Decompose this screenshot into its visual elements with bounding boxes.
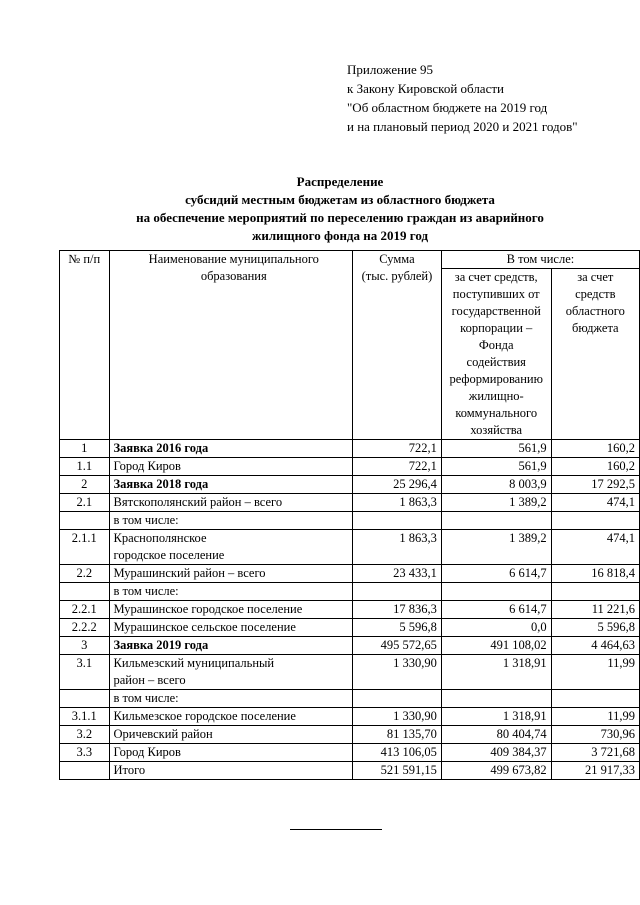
- row-regional-amount: 17 292,5: [551, 476, 639, 494]
- row-number: 2.2.2: [60, 619, 110, 637]
- row-name-line: в том числе:: [113, 691, 179, 705]
- row-sum: [353, 512, 442, 530]
- row-name-line: Мурашинское городское поселение: [113, 602, 303, 616]
- header-num: № п/п: [60, 251, 110, 440]
- header-fund-line-10: хозяйства: [470, 423, 523, 437]
- row-fund-amount: 491 108,02: [441, 637, 551, 655]
- row-name-line: Итого: [113, 763, 146, 777]
- row-fund-amount: 561,9: [441, 458, 551, 476]
- row-regional-amount: 5 596,8: [551, 619, 639, 637]
- row-name-line: Заявка 2019 года: [113, 638, 209, 652]
- table-row: [60, 708, 640, 726]
- row-name: [109, 726, 353, 744]
- row-fund-amount: 561,9: [441, 440, 551, 458]
- appendix-line-3: "Об областном бюджете на 2019 год: [347, 100, 548, 115]
- row-regional-amount: 4 464,63: [551, 637, 639, 655]
- row-sum: 25 296,4: [353, 476, 442, 494]
- header-fund-line-2: поступивших от: [452, 287, 540, 301]
- row-fund-amount: 6 614,7: [441, 565, 551, 583]
- header-fund-line-3: государственной: [451, 304, 541, 318]
- row-number: [60, 512, 110, 530]
- header-fund-line-7: реформированию: [449, 372, 543, 386]
- row-name: [109, 655, 353, 690]
- table-row: [60, 530, 640, 565]
- row-fund-amount: 1 389,2: [441, 530, 551, 565]
- row-number: [60, 583, 110, 601]
- table-row: [60, 655, 640, 690]
- row-name: [109, 601, 353, 619]
- row-regional-amount: 160,2: [551, 440, 639, 458]
- appendix-line-2: к Закону Кировской области: [347, 81, 504, 96]
- row-regional-amount: 16 818,4: [551, 565, 639, 583]
- table-row: [60, 476, 640, 494]
- row-name: [109, 530, 353, 565]
- row-number: 1.1: [60, 458, 110, 476]
- row-name: [109, 494, 353, 512]
- appendix-line-4: и на плановый период 2020 и 2021 годов": [347, 119, 578, 134]
- row-name-line: городское поселение: [113, 548, 225, 562]
- row-sum: 5 596,8: [353, 619, 442, 637]
- row-number: 3.2: [60, 726, 110, 744]
- row-number: 2.1: [60, 494, 110, 512]
- row-regional-amount: 21 917,33: [551, 762, 639, 780]
- row-number: 1: [60, 440, 110, 458]
- row-name-line: в том числе:: [113, 513, 179, 527]
- row-name: [109, 476, 353, 494]
- row-name-line: в том числе:: [113, 584, 179, 598]
- row-sum: [353, 583, 442, 601]
- table-row: [60, 637, 640, 655]
- table-row: [60, 440, 640, 458]
- row-regional-amount: 11,99: [551, 708, 639, 726]
- header-regional-line-2: средств: [575, 287, 616, 301]
- table-row: [60, 458, 640, 476]
- row-fund-amount: [441, 583, 551, 601]
- row-sum: 1 863,3: [353, 494, 442, 512]
- row-name-line: Краснополянское: [113, 531, 207, 545]
- header-fund: [441, 269, 551, 440]
- row-regional-amount: 11 221,6: [551, 601, 639, 619]
- header-including: В том числе:: [441, 251, 639, 269]
- header-name-line-2: образования: [200, 269, 267, 283]
- row-sum: 81 135,70: [353, 726, 442, 744]
- row-number: [60, 690, 110, 708]
- row-name-line: район – всего: [113, 673, 186, 687]
- row-fund-amount: 6 614,7: [441, 601, 551, 619]
- row-number: 2: [60, 476, 110, 494]
- row-sum: 17 836,3: [353, 601, 442, 619]
- row-name-line: Кильмезский муниципальный: [113, 656, 275, 670]
- table-body: [60, 440, 640, 780]
- row-regional-amount: 474,1: [551, 494, 639, 512]
- row-sum: 722,1: [353, 458, 442, 476]
- row-sum: 722,1: [353, 440, 442, 458]
- row-regional-amount: [551, 690, 639, 708]
- row-fund-amount: 0,0: [441, 619, 551, 637]
- row-fund-amount: [441, 512, 551, 530]
- row-name: [109, 565, 353, 583]
- title-line-1: Распределение: [296, 174, 384, 189]
- row-regional-amount: [551, 583, 639, 601]
- row-sum: 413 106,05: [353, 744, 442, 762]
- row-name-line: Вятскополянский район – всего: [113, 495, 283, 509]
- header-name-line-1: Наименование муниципального: [148, 252, 319, 266]
- row-name: [109, 458, 353, 476]
- table-row: [60, 565, 640, 583]
- table-row: [60, 583, 640, 601]
- header-fund-line-5: Фонда: [478, 338, 514, 352]
- row-name: [109, 637, 353, 655]
- row-sum: 1 330,90: [353, 655, 442, 690]
- row-regional-amount: 160,2: [551, 458, 639, 476]
- header-sum-line-2: (тыс. рублей): [361, 269, 433, 283]
- appendix-line-1: Приложение 95: [347, 62, 434, 77]
- row-fund-amount: 499 673,82: [441, 762, 551, 780]
- row-number: [60, 762, 110, 780]
- table-row: [60, 744, 640, 762]
- table-row: [60, 726, 640, 744]
- row-name-line: Город Киров: [113, 745, 181, 759]
- row-name-line: Заявка 2018 года: [113, 477, 209, 491]
- row-sum: 1 863,3: [353, 530, 442, 565]
- header-regional-line-4: бюджета: [572, 321, 619, 335]
- row-name: [109, 744, 353, 762]
- header-sum: [353, 251, 442, 440]
- header-name: [109, 251, 353, 440]
- header-sum-line-1: Сумма: [379, 252, 415, 266]
- row-fund-amount: 1 318,91: [441, 655, 551, 690]
- row-regional-amount: 3 721,68: [551, 744, 639, 762]
- header-fund-line-1: за счет средств,: [454, 270, 538, 284]
- header-fund-line-6: содействия: [466, 355, 526, 369]
- row-number: 2.1.1: [60, 530, 110, 565]
- row-sum: 495 572,65: [353, 637, 442, 655]
- document-title: [40, 173, 640, 245]
- row-sum: 23 433,1: [353, 565, 442, 583]
- row-fund-amount: [441, 690, 551, 708]
- table-row: [60, 512, 640, 530]
- appendix-header: [347, 60, 627, 136]
- table-row: [60, 762, 640, 780]
- row-name: [109, 440, 353, 458]
- header-fund-line-9: коммунального: [455, 406, 538, 420]
- closing-rule: [290, 829, 382, 830]
- title-line-4: жилищного фонда на 2019 год: [251, 228, 429, 243]
- header-regional-line-3: областного: [565, 304, 625, 318]
- row-number: 3: [60, 637, 110, 655]
- row-number: 3.3: [60, 744, 110, 762]
- row-name-line: Город Киров: [113, 459, 181, 473]
- row-name-line: Оричевский район: [113, 727, 213, 741]
- table-row: [60, 494, 640, 512]
- row-fund-amount: 1 389,2: [441, 494, 551, 512]
- row-regional-amount: 474,1: [551, 530, 639, 565]
- row-sum: [353, 690, 442, 708]
- row-number: 2.2.1: [60, 601, 110, 619]
- row-name: [109, 690, 353, 708]
- row-regional-amount: 730,96: [551, 726, 639, 744]
- row-number: 3.1: [60, 655, 110, 690]
- row-name: [109, 708, 353, 726]
- row-sum: 1 330,90: [353, 708, 442, 726]
- row-name-line: Заявка 2016 года: [113, 441, 209, 455]
- row-name: [109, 762, 353, 780]
- row-name-line: Мурашинское сельское поселение: [113, 620, 296, 634]
- row-fund-amount: 80 404,74: [441, 726, 551, 744]
- row-regional-amount: [551, 512, 639, 530]
- header-fund-line-4: корпорации –: [460, 321, 533, 335]
- row-name-line: Мурашинский район – всего: [113, 566, 266, 580]
- row-number: 2.2: [60, 565, 110, 583]
- row-sum: 521 591,15: [353, 762, 442, 780]
- row-name: [109, 583, 353, 601]
- subsidy-table: [59, 250, 640, 780]
- title-line-3: на обеспечение мероприятий по переселению граждан из аварийного: [136, 210, 544, 225]
- header-regional: [551, 269, 639, 440]
- row-name: [109, 512, 353, 530]
- row-fund-amount: 1 318,91: [441, 708, 551, 726]
- row-regional-amount: 11,99: [551, 655, 639, 690]
- header-fund-line-8: жилищно-: [468, 389, 524, 403]
- row-name: [109, 619, 353, 637]
- title-line-2: субсидий местным бюджетам из областного бюджета: [185, 192, 495, 207]
- table-row: [60, 601, 640, 619]
- row-fund-amount: 8 003,9: [441, 476, 551, 494]
- table-row: [60, 619, 640, 637]
- table-row: [60, 690, 640, 708]
- header-regional-line-1: за счет: [577, 270, 614, 284]
- row-name-line: Кильмезское городское поселение: [113, 709, 296, 723]
- row-fund-amount: 409 384,37: [441, 744, 551, 762]
- row-number: 3.1.1: [60, 708, 110, 726]
- table-header-row: [60, 251, 640, 269]
